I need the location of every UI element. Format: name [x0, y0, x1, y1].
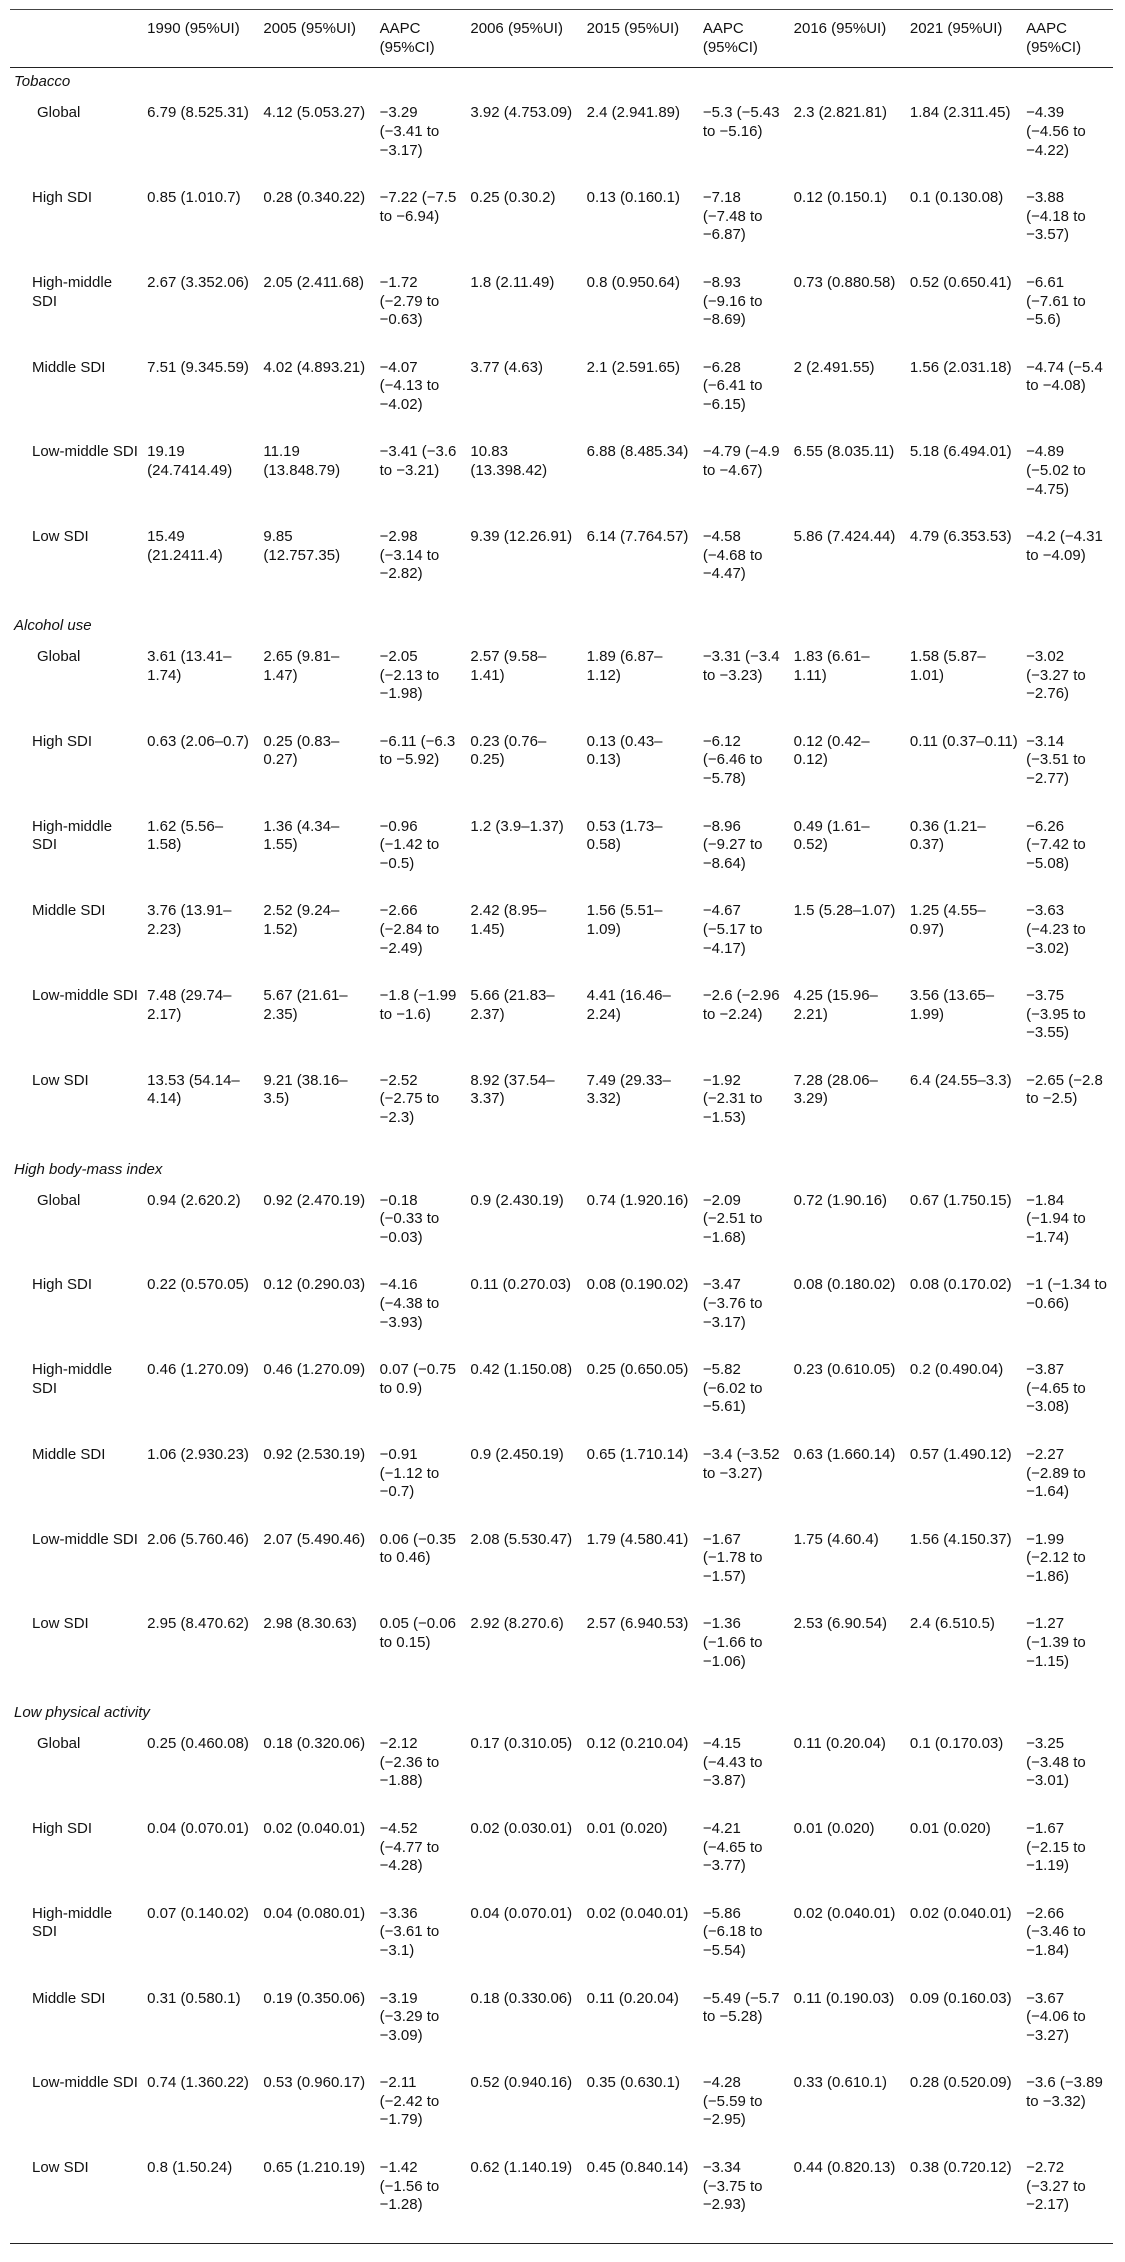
table-row — [10, 732, 1113, 817]
header-cell-2021: 2021 (95%UI) — [906, 10, 1022, 68]
table-cell: 0.53 (0.960.17) — [263, 2074, 366, 2092]
table-cell: 2.08 (5.530.47) — [470, 1530, 573, 1548]
table-cell: 4.41 (16.46–2.24) — [586, 987, 671, 1023]
table-cell: 0.25 (0.30.2) — [470, 189, 556, 207]
table-cell: −1.92 (−2.31 to −1.53) — [702, 1071, 763, 1126]
table-cell: 7.51 (9.345.59) — [147, 358, 249, 376]
table-cell: 1.36 (4.34–1.55) — [263, 817, 340, 854]
section-title: Alcohol use — [14, 616, 92, 634]
table-cell: 0.28 (0.340.22) — [263, 189, 366, 207]
table-cell: 0.63 (1.660.14) — [793, 1445, 896, 1463]
table-cell: 1.8 (2.11.49) — [470, 273, 555, 291]
table-cell: −4.79 (−4.9 to −4.67) — [702, 443, 780, 480]
table-cell: −4.67 (−5.17 to −4.17) — [702, 902, 763, 957]
table-cell: 0.67 (1.750.15) — [909, 1191, 1012, 1209]
table-row — [10, 1614, 1113, 1699]
table-cell: 1.2 (3.9–1.37) — [470, 817, 564, 835]
table-cell: 2 (2.491.55) — [793, 358, 875, 376]
table-cell: 0.02 (0.040.01) — [586, 1904, 689, 1922]
table-cell: 0.57 (1.490.12) — [909, 1445, 1012, 1463]
header-cell-2005: 2005 (95%UI) — [259, 10, 375, 68]
table-row — [10, 1445, 1113, 1530]
table-cell: 7.48 (29.74–2.17) — [147, 987, 232, 1023]
table-cell: 0.42 (1.150.08) — [470, 1361, 573, 1379]
table-row — [10, 817, 1113, 902]
table-cell: 0.31 (0.580.1) — [147, 1989, 241, 2007]
table-row — [10, 647, 1113, 732]
table-cell: −6.28 (−6.41 to −6.15) — [702, 358, 763, 413]
table-cell: 0.19 (0.350.06) — [263, 1989, 366, 2007]
row-label: High SDI — [32, 1276, 93, 1294]
table-cell: 0.2 (0.490.04) — [909, 1361, 1004, 1379]
table-row — [10, 901, 1113, 986]
table-cell: −3.6 (−3.89 to −3.32) — [1026, 2074, 1103, 2110]
table-cell: 0.1 (0.170.03) — [909, 1735, 1004, 1753]
header-cell-1990: 1990 (95%UI) — [143, 10, 259, 68]
table-cell: −1.42 (−1.56 to −1.28) — [376, 2158, 467, 2244]
table-row — [10, 1904, 1113, 1989]
table-cell: −1.67 (−2.15 to −1.19) — [1026, 1820, 1086, 1875]
table-cell: −3.87 (−4.65 to −3.08) — [1026, 1361, 1086, 1416]
table-cell: 0.23 (0.610.05) — [793, 1361, 896, 1379]
row-label: Middle SDI — [32, 902, 106, 920]
table-cell: −1.67 (−1.78 to −1.57) — [702, 1530, 763, 1585]
table-cell: 0.45 (0.840.14) — [583, 2158, 699, 2244]
row-label: Low-middle SDI — [32, 2074, 138, 2092]
table-cell: 2.98 (8.30.63) — [263, 1615, 357, 1633]
table-row — [10, 442, 1113, 527]
table-cell: 0.22 (0.570.05) — [147, 1276, 249, 1294]
table-cell: −0.91 (−1.12 to −0.7) — [379, 1445, 440, 1501]
row-label: Global — [37, 648, 81, 666]
table-cell: 2.95 (8.470.62) — [147, 1615, 249, 1633]
table-cell: −6.12 (−6.46 to −5.78) — [702, 732, 763, 787]
table-cell: −2.6 (−2.96 to −2.24) — [702, 987, 780, 1023]
table-cell: 0.04 (0.070.01) — [147, 1820, 249, 1837]
table-cell: −1.36 (−1.66 to −1.06) — [702, 1615, 763, 1670]
table-cell: 0.72 (1.90.16) — [793, 1191, 888, 1209]
table-row — [10, 1530, 1113, 1615]
table-cell: −4.52 (−4.77 to −4.28) — [379, 1820, 440, 1875]
table-cell: 4.25 (15.96–2.21) — [793, 987, 878, 1023]
table-cell: 0.28 (0.520.09) — [909, 2074, 1012, 2092]
section-header-row — [10, 612, 1113, 647]
table-cell: 0.02 (0.040.01) — [793, 1904, 896, 1922]
table-cell: −4.58 (−4.68 to −4.47) — [702, 528, 763, 583]
table-cell: 3.76 (13.91–2.23) — [147, 902, 232, 938]
table-cell: 0.02 (0.030.01) — [470, 1820, 573, 1837]
table-cell: 1.58 (5.87–1.01) — [909, 648, 986, 684]
table-cell: −4.16 (−4.38 to −3.93) — [379, 1276, 440, 1331]
row-label: Low SDI — [32, 1071, 89, 1089]
table-cell: 4.79 (6.353.53) — [909, 528, 1012, 546]
table-cell: 0.11 (0.37–0.11) — [909, 732, 1018, 750]
table-cell: −3.34 (−3.75 to −2.93) — [699, 2158, 790, 2244]
table-cell: 0.1 (0.130.08) — [909, 189, 1004, 207]
table-cell: 0.06 (−0.35 to 0.46) — [379, 1530, 456, 1567]
table-cell: −3.14 (−3.51 to −2.77) — [1026, 732, 1086, 787]
table-cell: −3.19 (−3.29 to −3.09) — [379, 1989, 440, 2044]
table-cell: 13.53 (54.14–4.14) — [147, 1071, 240, 1108]
table-cell: 4.02 (4.893.21) — [263, 358, 366, 376]
table-cell: 3.92 (4.753.09) — [470, 104, 573, 122]
table-cell: −4.89 (−5.02 to −4.75) — [1026, 443, 1086, 498]
table-cell: 0.92 (2.530.19) — [263, 1445, 366, 1463]
table-cell: −5.49 (−5.7 to −5.28) — [702, 1989, 780, 2026]
table-cell: −2.66 (−2.84 to −2.49) — [379, 902, 440, 957]
table-cell: 1.5 (5.28–1.07) — [793, 902, 896, 920]
table-cell: 5.66 (21.83–2.37) — [470, 987, 555, 1023]
table-cell: −3.88 (−4.18 to −3.57) — [1026, 189, 1086, 244]
table-cell: 1.75 (4.60.4) — [793, 1530, 879, 1548]
table-cell: 0.8 (1.50.24) — [143, 2158, 259, 2244]
table-cell: 0.08 (0.180.02) — [793, 1276, 896, 1294]
table-cell: 2.65 (9.81–1.47) — [263, 648, 340, 684]
table-cell: −3.63 (−4.23 to −3.02) — [1026, 902, 1086, 957]
table-cell: −4.07 (−4.13 to −4.02) — [379, 358, 440, 413]
section-header-row — [10, 68, 1113, 104]
row-label: High SDI — [32, 1820, 93, 1837]
table-cell: −4.2 (−4.31 to −4.09) — [1026, 528, 1103, 564]
table-cell: 0.07 (−0.75 to 0.9) — [379, 1361, 456, 1397]
table-cell: 6.14 (7.764.57) — [586, 528, 689, 546]
row-label: Global — [37, 1191, 81, 1209]
table-cell: −2.98 (−3.14 to −2.82) — [379, 528, 440, 583]
row-label: Low SDI — [32, 1615, 89, 1633]
table-cell: 5.67 (21.61–2.35) — [263, 987, 348, 1023]
table-cell: 2.52 (9.24–1.52) — [263, 902, 340, 938]
table-cell: 0.11 (0.270.03) — [470, 1276, 572, 1294]
table-cell: −1.99 (−2.12 to −1.86) — [1026, 1530, 1086, 1585]
table-cell: 15.49 (21.2411.4) — [147, 528, 223, 564]
table-cell: −2.11 (−2.42 to −1.79) — [379, 2074, 440, 2129]
table-cell: 6.55 (8.035.11) — [793, 443, 895, 461]
row-label: High-middle SDI — [32, 817, 113, 854]
row-label: High SDI — [32, 732, 93, 750]
table-row — [10, 273, 1113, 358]
table-cell: −2.05 (−2.13 to −1.98) — [379, 648, 440, 703]
table-cell: −3.67 (−4.06 to −3.27) — [1026, 1989, 1086, 2044]
table-cell: −3.31 (−3.4 to −3.23) — [702, 648, 780, 684]
table-row — [10, 1275, 1113, 1360]
row-label: Middle SDI — [32, 1445, 106, 1463]
table-cell: −6.26 (−7.42 to −5.08) — [1026, 817, 1086, 872]
table-row — [10, 1819, 1113, 1904]
table-cell: −2.52 (−2.75 to −2.3) — [379, 1071, 440, 1126]
table-cell: 3.61 (13.41–1.74) — [147, 648, 232, 684]
table-cell: −6.61 (−7.61 to −5.6) — [1026, 273, 1086, 329]
table-cell: 0.02 (0.040.01) — [909, 1904, 1012, 1922]
row-label: High-middle SDI — [32, 1361, 113, 1397]
section-title: Tobacco — [14, 73, 71, 91]
table-row — [10, 1989, 1113, 2074]
table-cell: −5.82 (−6.02 to −5.61) — [702, 1361, 763, 1416]
table-cell: 0.85 (1.010.7) — [147, 189, 241, 207]
table-cell: 0.11 (0.190.03) — [793, 1989, 895, 2007]
table-cell: 0.38 (0.720.12) — [906, 2158, 1022, 2244]
table-cell: 1.83 (6.61–1.11) — [793, 648, 870, 684]
table-cell: 2.3 (2.821.81) — [793, 104, 888, 122]
table-cell: 0.13 (0.43–0.13) — [586, 732, 663, 769]
table-cell: 7.28 (28.06–3.29) — [793, 1071, 878, 1108]
table-cell: 0.17 (0.310.05) — [470, 1735, 573, 1753]
table-cell: 0.74 (1.920.16) — [586, 1191, 689, 1209]
table-cell: −4.74 (−5.4 to −4.08) — [1026, 358, 1103, 395]
table-cell: −3.4 (−3.52 to −3.27) — [702, 1445, 780, 1482]
table-cell: 0.04 (0.070.01) — [470, 1904, 573, 1922]
section-header-row — [10, 1156, 1113, 1191]
table-cell: 0.65 (1.210.19) — [259, 2158, 375, 2244]
table-cell: 0.11 (0.20.04) — [793, 1735, 886, 1753]
table-cell: 0.11 (0.20.04) — [586, 1989, 679, 2007]
table-cell: 0.62 (1.140.19) — [466, 2158, 582, 2244]
table-cell: −6.11 (−6.3 to −5.92) — [379, 732, 456, 769]
table-cell: −5.86 (−6.18 to −5.54) — [702, 1904, 763, 1959]
table-cell: 6.79 (8.525.31) — [147, 104, 249, 122]
table-cell: 9.21 (38.16–3.5) — [263, 1071, 348, 1108]
section-title: Low physical activity — [14, 1704, 150, 1722]
table-cell: −2.09 (−2.51 to −1.68) — [702, 1191, 763, 1246]
table-cell: −7.18 (−7.48 to −6.87) — [702, 189, 763, 244]
table-cell: 9.39 (12.26.91) — [470, 528, 573, 546]
table-cell: −2.72 (−3.27 to −2.17) — [1022, 2158, 1113, 2244]
table-row — [10, 1734, 1113, 1819]
header-cell-aapc-2: AAPC (95%CI) — [699, 10, 790, 68]
table-cell: 0.13 (0.160.1) — [586, 189, 681, 207]
table-cell: −0.96 (−1.42 to −0.5) — [379, 817, 440, 872]
table-cell: 1.56 (4.150.37) — [909, 1530, 1012, 1548]
table-cell: 1.62 (5.56–1.58) — [147, 817, 224, 854]
table-cell: 0.12 (0.210.04) — [586, 1735, 689, 1753]
table-cell: −2.27 (−2.89 to −1.64) — [1026, 1445, 1086, 1501]
table-cell: 0.23 (0.76–0.25) — [470, 732, 547, 769]
table-row — [10, 358, 1113, 443]
table-cell: 0.44 (0.820.13) — [790, 2158, 906, 2244]
table-cell: −2.66 (−3.46 to −1.84) — [1026, 1904, 1086, 1959]
table-cell: 0.65 (1.710.14) — [586, 1445, 689, 1463]
table-cell: 2.67 (3.352.06) — [147, 273, 249, 291]
table-cell: 0.92 (2.470.19) — [263, 1191, 366, 1209]
table-cell: 7.49 (29.33–3.32) — [586, 1071, 671, 1108]
table-cell: −3.47 (−3.76 to −3.17) — [702, 1276, 763, 1331]
table-cell: −3.41 (−3.6 to −3.21) — [379, 443, 457, 480]
table-cell: 0.12 (0.42–0.12) — [793, 732, 870, 769]
row-label: Global — [37, 104, 81, 122]
table-cell: −4.39 (−4.56 to −4.22) — [1026, 104, 1086, 159]
table-cell: −4.21 (−4.65 to −3.77) — [702, 1820, 763, 1875]
table-cell: 0.02 (0.040.01) — [263, 1820, 366, 1837]
table-cell: 0.36 (1.21–0.37) — [909, 817, 986, 854]
table-row — [10, 188, 1113, 273]
table-cell: 0.25 (0.460.08) — [147, 1735, 249, 1753]
table-cell: 1.79 (4.580.41) — [586, 1530, 689, 1548]
table-cell: 0.9 (2.430.19) — [470, 1191, 564, 1209]
table-cell: 0.9 (2.450.19) — [470, 1445, 564, 1463]
table-row — [10, 1191, 1113, 1276]
aapc-risk-factor-table — [10, 9, 1113, 2244]
table-cell: 2.57 (9.58–1.41) — [470, 648, 547, 684]
table-cell: 0.04 (0.080.01) — [263, 1904, 366, 1922]
row-label: Middle SDI — [32, 1989, 106, 2007]
table-cell: −0.18 (−0.33 to −0.03) — [379, 1191, 440, 1246]
table-cell: 0.33 (0.610.1) — [793, 2074, 888, 2092]
table-cell: −1.8 (−1.99 to −1.6) — [379, 987, 457, 1023]
table-row — [10, 2158, 1113, 2244]
table-cell: 0.01 (0.020) — [909, 1820, 991, 1837]
table-cell: 0.12 (0.150.1) — [793, 189, 888, 207]
table-cell: 2.4 (2.941.89) — [586, 104, 681, 122]
header-cell-2015: 2015 (95%UI) — [583, 10, 699, 68]
table-cell: −1.72 (−2.79 to −0.63) — [379, 273, 440, 329]
table-cell: 0.05 (−0.06 to 0.15) — [379, 1615, 456, 1651]
table-cell: 3.56 (13.65–1.99) — [909, 987, 995, 1023]
table-cell: 0.52 (0.940.16) — [470, 2074, 573, 2092]
header-cell-aapc-3: AAPC (95%CI) — [1022, 10, 1113, 68]
header-row — [10, 10, 1113, 68]
table-row — [10, 986, 1113, 1071]
table-cell: 0.08 (0.190.02) — [586, 1276, 689, 1294]
table-cell: 0.73 (0.880.58) — [793, 273, 896, 291]
table-cell: 1.84 (2.311.45) — [909, 104, 1011, 122]
table-cell: 1.56 (5.51–1.09) — [586, 902, 663, 938]
table-cell: 5.86 (7.424.44) — [793, 528, 896, 546]
table-cell: 0.01 (0.020) — [793, 1820, 875, 1837]
table-cell: −1.27 (−1.39 to −1.15) — [1026, 1615, 1086, 1670]
table-cell: −3.75 (−3.95 to −3.55) — [1026, 987, 1086, 1042]
table-cell: −3.25 (−3.48 to −3.01) — [1026, 1735, 1086, 1790]
row-label: High-middle SDI — [32, 1904, 113, 1941]
table-cell: −2.12 (−2.36 to −1.88) — [379, 1735, 440, 1790]
row-label: High-middle SDI — [32, 273, 113, 310]
table-cell: 0.52 (0.650.41) — [909, 273, 1012, 291]
table-cell: −8.93 (−9.16 to −8.69) — [702, 273, 763, 329]
row-label: Low-middle SDI — [32, 1530, 138, 1548]
table-cell: 6.88 (8.485.34) — [586, 443, 689, 461]
table-cell: 0.35 (0.630.1) — [586, 2074, 681, 2092]
table-cell: −8.96 (−9.27 to −8.64) — [702, 817, 763, 872]
table-cell: −1.84 (−1.94 to −1.74) — [1026, 1191, 1086, 1246]
table-cell: 0.53 (1.73–0.58) — [586, 817, 663, 854]
table-cell: 1.25 (4.55–0.97) — [909, 902, 986, 938]
table-cell: 0.46 (1.270.09) — [147, 1361, 249, 1379]
table-row — [10, 2073, 1113, 2158]
table-cell: 1.89 (6.87–1.12) — [586, 648, 663, 684]
header-cell-label — [10, 10, 143, 68]
table-cell: 2.53 (6.90.54) — [793, 1615, 888, 1633]
table-cell: 0.18 (0.320.06) — [263, 1735, 366, 1753]
table-row — [10, 1360, 1113, 1445]
table-cell: −3.36 (−3.61 to −3.1) — [379, 1904, 440, 1959]
table-row — [10, 103, 1113, 188]
table-cell: 0.18 (0.330.06) — [470, 1989, 573, 2007]
table-cell: 3.77 (4.63) — [470, 358, 543, 376]
row-label: Global — [37, 1735, 81, 1753]
table-cell: 0.63 (2.06–0.7) — [147, 732, 249, 750]
row-label: Low SDI — [32, 528, 89, 546]
table-cell: 0.74 (1.360.22) — [147, 2074, 249, 2092]
row-label: Low-middle SDI — [32, 443, 138, 461]
table-cell: 1.56 (2.031.18) — [909, 358, 1012, 376]
table-cell: −5.3 (−5.43 to −5.16) — [702, 104, 780, 141]
table-cell: 0.94 (2.620.2) — [147, 1191, 241, 1209]
table-cell: 0.49 (1.61–0.52) — [793, 817, 870, 854]
table-cell: 2.05 (2.411.68) — [263, 273, 365, 291]
table-cell: 0.25 (0.83–0.27) — [263, 732, 340, 769]
section-header-row — [10, 1699, 1113, 1734]
table-cell: 2.92 (8.270.6) — [470, 1615, 564, 1633]
table-container — [10, 9, 1113, 2244]
row-label: Low SDI — [10, 2158, 143, 2244]
table-cell: −3.29 (−3.41 to −3.17) — [379, 104, 440, 159]
table-cell: 4.12 (5.053.27) — [263, 104, 366, 122]
table-cell: −4.28 (−5.59 to −2.95) — [702, 2074, 763, 2129]
row-label: Middle SDI — [32, 358, 106, 376]
header-cell-aapc-1: AAPC (95%CI) — [376, 10, 467, 68]
table-cell: 0.25 (0.650.05) — [586, 1361, 689, 1379]
table-cell: 0.46 (1.270.09) — [263, 1361, 366, 1379]
table-cell: 11.19 (13.848.79) — [263, 443, 341, 480]
table-body — [10, 68, 1113, 2244]
table-cell: −2.65 (−2.8 to −2.5) — [1026, 1071, 1103, 1108]
table-cell: 19.19 (24.7414.49) — [147, 443, 233, 480]
row-label: Low-middle SDI — [32, 987, 138, 1005]
table-cell: 2.42 (8.95–1.45) — [470, 902, 547, 938]
section-title: High body-mass index — [14, 1160, 163, 1178]
table-cell: 0.09 (0.160.03) — [909, 1989, 1012, 2007]
table-cell: −3.02 (−3.27 to −2.76) — [1026, 648, 1086, 703]
table-cell: 5.18 (6.494.01) — [909, 443, 1012, 461]
table-cell: 0.01 (0.020) — [586, 1820, 668, 1837]
table-row — [10, 527, 1113, 612]
header-cell-2006: 2006 (95%UI) — [466, 10, 582, 68]
table-cell: 2.57 (6.940.53) — [586, 1615, 689, 1633]
header-cell-2016: 2016 (95%UI) — [790, 10, 906, 68]
table-cell: −7.22 (−7.5 to −6.94) — [379, 189, 457, 225]
table-cell: 0.12 (0.290.03) — [263, 1276, 366, 1294]
table-cell: 2.1 (2.591.65) — [586, 358, 681, 376]
table-cell: 2.4 (6.510.5) — [909, 1615, 995, 1633]
table-cell: −4.15 (−4.43 to −3.87) — [702, 1735, 763, 1790]
table-cell: 1.06 (2.930.23) — [147, 1445, 249, 1463]
table-cell: 10.83 (13.398.42) — [470, 443, 548, 480]
table-cell: 0.8 (0.950.64) — [586, 273, 681, 291]
table-cell: 0.08 (0.170.02) — [909, 1276, 1012, 1294]
table-cell: −1 (−1.34 to −0.66) — [1026, 1276, 1107, 1312]
table-cell: 2.07 (5.490.46) — [263, 1530, 366, 1548]
table-cell: 9.85 (12.757.35) — [263, 528, 341, 564]
table-row — [10, 1071, 1113, 1156]
table-cell: 8.92 (37.54–3.37) — [470, 1071, 555, 1108]
row-label: High SDI — [32, 189, 93, 207]
table-cell: 6.4 (24.55–3.3) — [909, 1071, 1012, 1089]
table-cell: 0.07 (0.140.02) — [147, 1904, 249, 1922]
table-cell: 2.06 (5.760.46) — [147, 1530, 249, 1548]
